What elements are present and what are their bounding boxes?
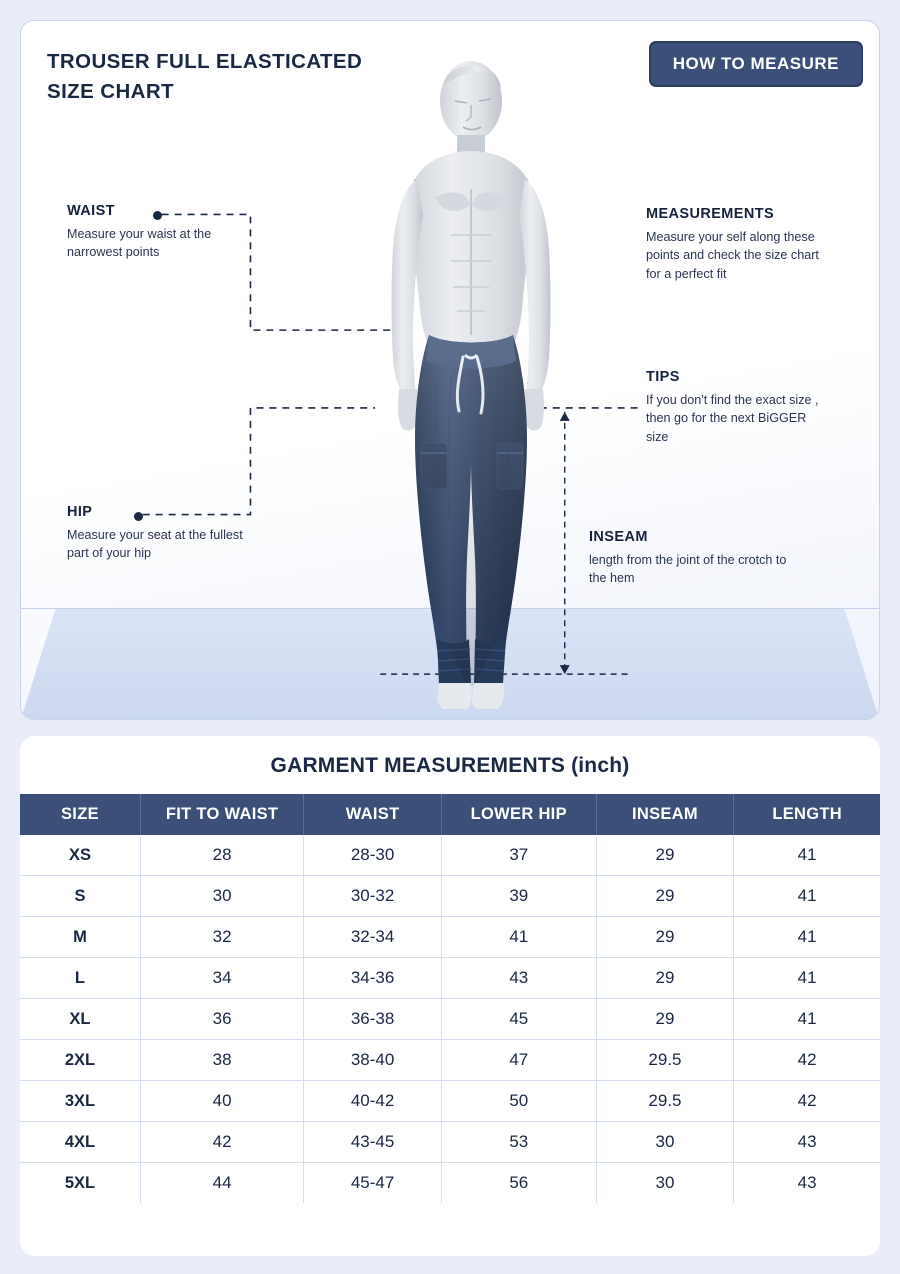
callout-measurements-heading: MEASUREMENTS [646,206,775,222]
table-row [20,1040,880,1081]
table-cell: 41 [734,999,880,1040]
page-title: TROUSER FULL ELASTICATED SIZE CHART [47,50,363,103]
table-header-lower-hip: LOWER HIP [441,794,596,835]
table-cell: 42 [734,1040,880,1081]
garment-measurements-table [20,794,880,1203]
table-cell-size: 4XL [20,1122,140,1163]
garment-measurements-panel [20,736,880,1256]
table-cell-size: L [20,958,140,999]
table-header-waist: WAIST [304,794,442,835]
table-cell-size: S [20,876,140,917]
callout-hip-text: Measure your seat at the fullest part of your hip [67,528,243,561]
table-cell: 29 [596,876,734,917]
table-title: GARMENT MEASUREMENTS (inch) [270,754,630,777]
table-cell: 28-30 [304,835,442,876]
table-cell: 29.5 [596,1081,734,1122]
table-cell: 32 [140,917,303,958]
table-cell: 36 [140,999,303,1040]
table-cell: 50 [441,1081,596,1122]
table-cell: 29 [596,958,734,999]
table-cell-size: 5XL [20,1163,140,1204]
table-head [20,794,880,835]
table-cell-size: XL [20,999,140,1040]
table-cell-size: 2XL [20,1040,140,1081]
table-row [20,1122,880,1163]
table-cell: 42 [140,1122,303,1163]
table-row [20,1081,880,1122]
table-cell: 34 [140,958,303,999]
table-cell: 37 [441,835,596,876]
table-cell: 29 [596,999,734,1040]
table-cell: 34-36 [304,958,442,999]
table-cell: 41 [734,876,880,917]
table-header-size: SIZE [20,794,140,835]
table-cell: 44 [140,1163,303,1204]
table-cell: 45-47 [304,1163,442,1204]
table-cell: 40 [140,1081,303,1122]
table-row [20,958,880,999]
table-cell: 42 [734,1081,880,1122]
table-header-length: LENGTH [734,794,880,835]
mannequin-illustration [351,39,591,709]
table-cell-size: XS [20,835,140,876]
table-header-inseam: INSEAM [596,794,734,835]
callout-waist-heading: WAIST [67,203,115,219]
table-cell: 30 [140,876,303,917]
callout-measurements-text: Measure your self along these points and check the size chart for a perfect fit [646,230,819,281]
table-cell: 29 [596,835,734,876]
table-row [20,876,880,917]
table-cell: 41 [734,835,880,876]
how-to-measure-badge: HOW TO MEASURE [649,41,863,87]
table-cell: 36-38 [304,999,442,1040]
table-cell: 30 [596,1163,734,1204]
table-cell-size: 3XL [20,1081,140,1122]
table-cell: 43-45 [304,1122,442,1163]
table-cell: 39 [441,876,596,917]
table-cell: 41 [441,917,596,958]
table-row [20,835,880,876]
table-cell: 38 [140,1040,303,1081]
table-cell: 43 [734,1122,880,1163]
table-row [20,917,880,958]
table-cell: 40-42 [304,1081,442,1122]
callout-inseam-text: length from the joint of the crotch to the hem [589,553,787,586]
table-cell: 29.5 [596,1040,734,1081]
callout-measurements [646,206,831,283]
table-cell: 28 [140,835,303,876]
table-header-fit-to-waist: FIT TO WAIST [140,794,303,835]
callout-waist [67,203,252,262]
table-cell: 30-32 [304,876,442,917]
table-cell: 32-34 [304,917,442,958]
table-cell: 29 [596,917,734,958]
callout-tips [646,369,831,446]
table-row [20,1163,880,1204]
table-row [20,999,880,1040]
callout-tips-heading: TIPS [646,369,680,385]
callout-inseam [589,529,789,588]
callout-inseam-heading: INSEAM [589,529,648,545]
callout-waist-text: Measure your waist at the narrowest points [67,227,212,260]
table-cell: 41 [734,958,880,999]
how-to-measure-panel [20,20,880,720]
table-cell: 47 [441,1040,596,1081]
table-cell: 43 [797,1173,817,1192]
table-cell: 41 [734,917,880,958]
table-cell-size: M [20,917,140,958]
callout-tips-text: If you don't find the exact size , then go for the next BiGGER size [646,393,819,444]
callout-hip-heading: HIP [67,504,93,520]
table-header-row [20,794,880,835]
table-cell: 45 [441,999,596,1040]
table-cell: 53 [441,1122,596,1163]
callout-hip [67,504,252,563]
table-body [20,835,880,1203]
table-cell: 38-40 [304,1040,442,1081]
table-cell: 56 [441,1163,596,1204]
table-cell: 30 [596,1122,734,1163]
table-cell: 43 [441,958,596,999]
